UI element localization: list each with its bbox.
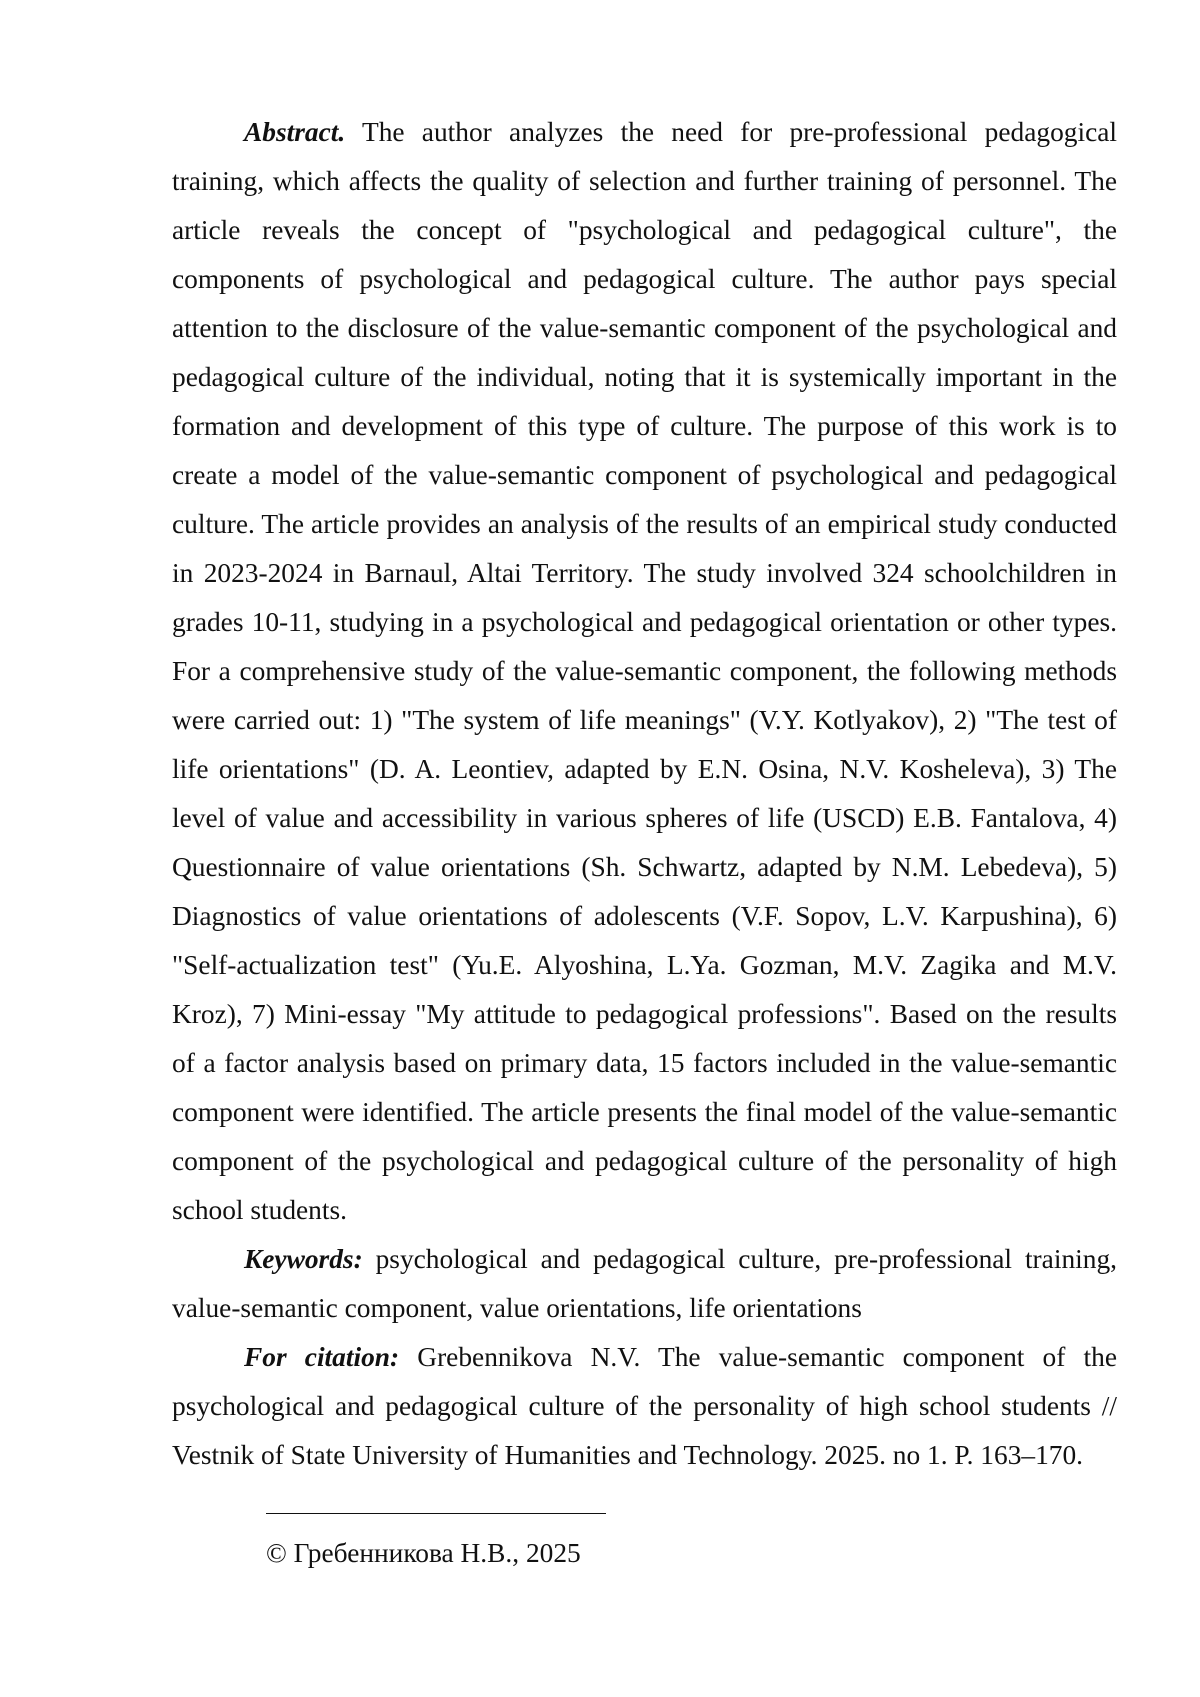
citation-label: For citation: xyxy=(244,1342,400,1372)
copyright-footnote: © Гребенникова Н.В., 2025 xyxy=(266,1538,581,1568)
document-body xyxy=(172,108,1117,1480)
abstract-paragraph xyxy=(172,108,1117,1235)
keywords-text: psychological and pedagogical culture, pre-professional training, value-semantic component, value orientations, life orientations xyxy=(172,1244,1117,1323)
citation-paragraph xyxy=(172,1333,1117,1480)
citation-text: Grebennikova N.V. The value-semantic component of the psychological and pedagogical culture of the personality of high school students // Vestnik of State University of Humanities and Technology. 2025. no 1. P. 163–170. xyxy=(172,1342,1117,1470)
footnote-divider xyxy=(266,1513,606,1514)
keywords-paragraph xyxy=(172,1235,1117,1333)
keywords-label: Keywords: xyxy=(244,1244,363,1274)
abstract-text: The author analyzes the need for pre-professional pedagogical training, which affects the quality of selection and further training of personnel. The article reveals the concept of "psychological and pedagogical culture", the components of psychological and pedagogical culture. The author pays special attention to the disclosure of the value-semantic component of the psychological and pedagogical culture of the individual, noting that it is systemically important in the formation and development of this type of culture. The purpose of this work is to create a model of the value-semantic component of psychological and pedagogical culture. The article provides an analysis of the results of an empirical study conducted in 2023-2024 in Barnaul, Altai Territory. The study involved 324 schoolchildren in grades 10-11, studying in a psychological and pedagogical orientation or other types. For a comprehensive study of the value-semantic component, the following methods were carried out: 1) "The system of life meanings" (V.Y. Kotlyakov), 2) "The test of life orientations" (D. A. Leontiev, adapted by E.N. Osina, N.V. Kosheleva), 3) The level of value and accessibility in various spheres of life (USCD) E.B. Fantalova, 4) Questionnaire of value orientations (Sh. Schwartz, adapted by N.M. Lebedeva), 5) Diagnostics of value orientations of adolescents (V.F. Sopov, L.V. Karpushina), 6) "Self-actualization test" (Yu.E. Alyoshina, L.Ya. Gozman, M.V. Zagika and M.V. Kroz), 7) Mini-essay "My attitude to pedagogical professions". Based on the results of a factor analysis based on primary data, 15 factors included in the value-semantic component were identified. The article presents the final model of the value-semantic component of the psychological and pedagogical culture of the personality of high school students. xyxy=(172,117,1117,1225)
abstract-label: Abstract. xyxy=(244,117,346,147)
